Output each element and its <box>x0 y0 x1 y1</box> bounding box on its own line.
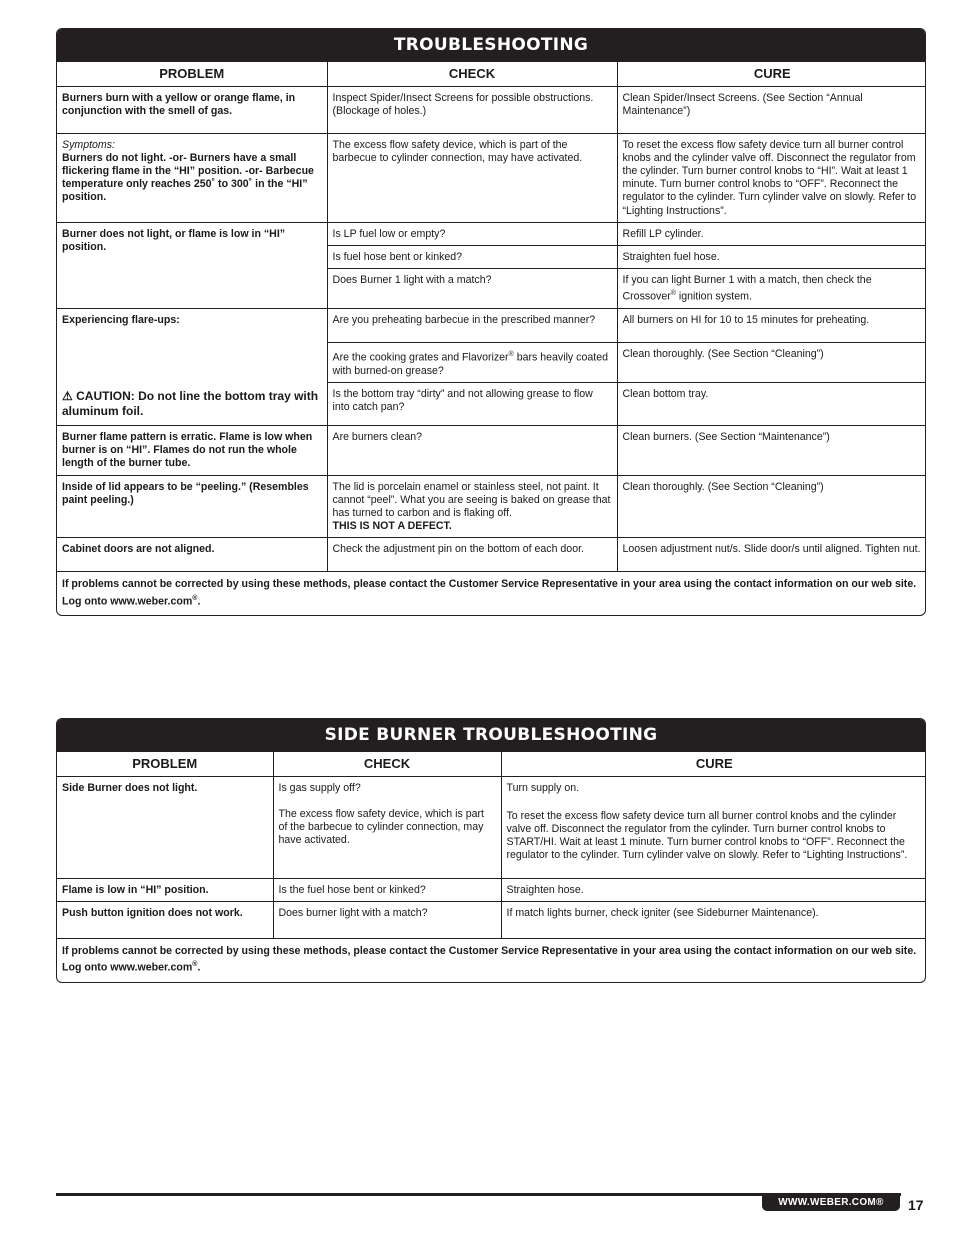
check-cell: Are you preheating barbecue in the prescribed manner? <box>327 309 617 343</box>
side-burner-table <box>56 718 926 983</box>
table-row <box>57 901 926 938</box>
check-cell: Is the bottom tray “dirty” and not allowing grease to flow into catch pan? <box>327 383 617 426</box>
problem-cell: Burner flame pattern is erratic. Flame is low when burner is on “HI”. Flames do not run the whole length of the burner tube. <box>57 426 327 476</box>
problem-cell: Side Burner does not light. <box>57 776 273 878</box>
cure-cell: Straighten fuel hose. <box>617 245 926 268</box>
troubleshooting-table <box>56 28 926 616</box>
footnote-cell <box>57 572 926 615</box>
problem-cell: Push button ignition does not work. <box>57 901 273 938</box>
cure-cell: Clean thoroughly. (See Section “Cleaning”) <box>617 475 926 538</box>
side-burner-grid <box>57 752 926 982</box>
check-header: CHECK <box>327 62 617 86</box>
header-row <box>57 752 926 776</box>
cure-text: ignition system. <box>675 290 752 303</box>
check-text: The excess flow safety device, which is part of the barbecue to cylinder connection, may have activated. <box>278 807 484 847</box>
cure-cell: Refill LP cylinder. <box>617 222 926 245</box>
problem-cell: Burners burn with a yellow or orange flame, in conjunction with the smell of gas. <box>57 86 327 133</box>
check-cell <box>327 343 617 383</box>
cure-text: To reset the excess flow safety device turn all burner control knobs and the cylinder valve off. Disconnect the regulator from the cylinder. Turn burner control knobs to START/HI. Wait at least 1 minute. Turn burner control knobs to “OFF”. Reconnect the regulator to the cylinder. Turn cylinder valve on slowly. Refer to “Lighting Instructions”. <box>506 809 908 862</box>
table-row <box>57 426 926 476</box>
problem-cell <box>57 133 327 222</box>
caution-text: CAUTION: Do not line the bottom tray with aluminum foil. <box>62 389 319 418</box>
cure-cell: Clean burners. (See Section “Maintenance”) <box>617 426 926 476</box>
registered-mark: ® <box>192 960 198 968</box>
problem-text: Experiencing flare-ups: <box>62 314 180 327</box>
cure-cell: Loosen adjustment nut/s. Slide door/s until aligned. Tighten nut. <box>617 538 926 572</box>
registered-mark: ® <box>192 594 198 602</box>
check-cell <box>327 475 617 538</box>
table-row <box>57 878 926 901</box>
problem-cell <box>57 309 327 426</box>
warning-icon: ⚠ <box>62 389 73 403</box>
footnote-text: . <box>197 595 201 608</box>
problem-cell: Inside of lid appears to be “peeling.” (Resembles paint peeling.) <box>57 475 327 538</box>
page-number: 17 <box>908 1197 924 1213</box>
table-row <box>57 86 926 133</box>
caution-note <box>62 389 322 419</box>
check-cell: Is fuel hose bent or kinked? <box>327 245 617 268</box>
cure-cell: Clean thoroughly. (See Section “Cleaning”) <box>617 343 926 383</box>
check-cell: Check the adjustment pin on the bottom of each door. <box>327 538 617 572</box>
symptoms-label: Symptoms: <box>62 138 115 151</box>
cure-cell: Clean bottom tray. <box>617 383 926 426</box>
check-header: CHECK <box>273 752 501 776</box>
problem-cell: Burner does not light, or flame is low in “HI” position. <box>57 222 327 308</box>
cure-text: Turn supply on. <box>506 781 580 794</box>
troubleshooting-grid <box>57 62 926 615</box>
footnote-row <box>57 572 926 615</box>
cure-cell: To reset the excess flow safety device turn all burner control knobs and the cylinder valve off. Disconnect the regulator from the cylinder. Turn burner control knobs to “HI”. Wait at least 1 minute. Turn burner control knobs to “OFF”. Reconnect the regulator to the cylinder. Turn cylinder valve on slowly. Refer to “Lighting Instructions”. <box>617 133 926 222</box>
check-cell: Does Burner 1 light with a match? <box>327 269 617 309</box>
cure-text: If you can light Burner 1 with a match, then check the Crossover <box>622 274 872 303</box>
check-text: bars heavily coated with burned-on grease? <box>332 351 608 377</box>
problem-text: Burners do not light. -or- Burners have a small flickering flame in the “HI” position. -or- Barbecue temperature only reaches 250˚ to 300˚ in the “HI” position. <box>62 151 314 204</box>
table-row <box>57 222 926 245</box>
check-cell: Does burner light with a match? <box>273 901 501 938</box>
cure-cell: Clean Spider/Insect Screens. (See Section “Annual Maintenance”) <box>617 86 926 133</box>
check-text: Are the cooking grates and Flavorizer <box>332 351 509 364</box>
cure-cell: If match lights burner, check igniter (see Sideburner Maintenance). <box>501 901 926 938</box>
header-row <box>57 62 926 86</box>
footnote-row <box>57 938 926 981</box>
check-cell: Is the fuel hose bent or kinked? <box>273 878 501 901</box>
problem-cell: Cabinet doors are not aligned. <box>57 538 327 572</box>
cure-cell: All burners on HI for 10 to 15 minutes for preheating. <box>617 309 926 343</box>
table-row <box>57 309 926 343</box>
not-defect-note: THIS IS NOT A DEFECT. <box>332 520 452 533</box>
cure-header: CURE <box>501 752 926 776</box>
troubleshooting-title: TROUBLESHOOTING <box>57 29 925 62</box>
cure-cell: Straighten hose. <box>501 878 926 901</box>
side-burner-title: SIDE BURNER TROUBLESHOOTING <box>57 719 925 752</box>
check-cell <box>273 776 501 878</box>
problem-cell: Flame is low in “HI” position. <box>57 878 273 901</box>
check-text: Is gas supply off? <box>278 781 361 794</box>
website-badge: WWW.WEBER.COM® <box>762 1194 900 1211</box>
check-cell: Is LP fuel low or empty? <box>327 222 617 245</box>
cure-cell <box>617 269 926 309</box>
table-row <box>57 133 926 222</box>
table-row <box>57 776 926 878</box>
registered-mark: ® <box>670 290 676 298</box>
check-text: The lid is porcelain enamel or stainless steel, not paint. It cannot “peel”. What you are seeing is baked on grease that has turned to carbon and is flaking off. <box>332 480 611 520</box>
table-row <box>57 475 926 538</box>
check-cell: Are burners clean? <box>327 426 617 476</box>
footnote-text: . <box>197 961 201 974</box>
footnote-cell <box>57 938 926 981</box>
cure-header: CURE <box>617 62 926 86</box>
registered-mark: ® <box>508 351 514 359</box>
check-cell: The excess flow safety device, which is part of the barbecue to cylinder connection, may have activated. <box>327 133 617 222</box>
footnote-text: If problems cannot be corrected by using these methods, please contact the Customer Service Representative in your area using the contact information on our web site. Log onto www.weber.com <box>62 578 917 608</box>
problem-header: PROBLEM <box>57 62 327 86</box>
check-cell: Inspect Spider/Insect Screens for possible obstructions. (Blockage of holes.) <box>327 86 617 133</box>
cure-cell <box>501 776 926 878</box>
footnote-text: If problems cannot be corrected by using these methods, please contact the Customer Service Representative in your area using the contact information on our web site. Log onto www.weber.com <box>62 944 917 974</box>
problem-header: PROBLEM <box>57 752 273 776</box>
table-row <box>57 538 926 572</box>
